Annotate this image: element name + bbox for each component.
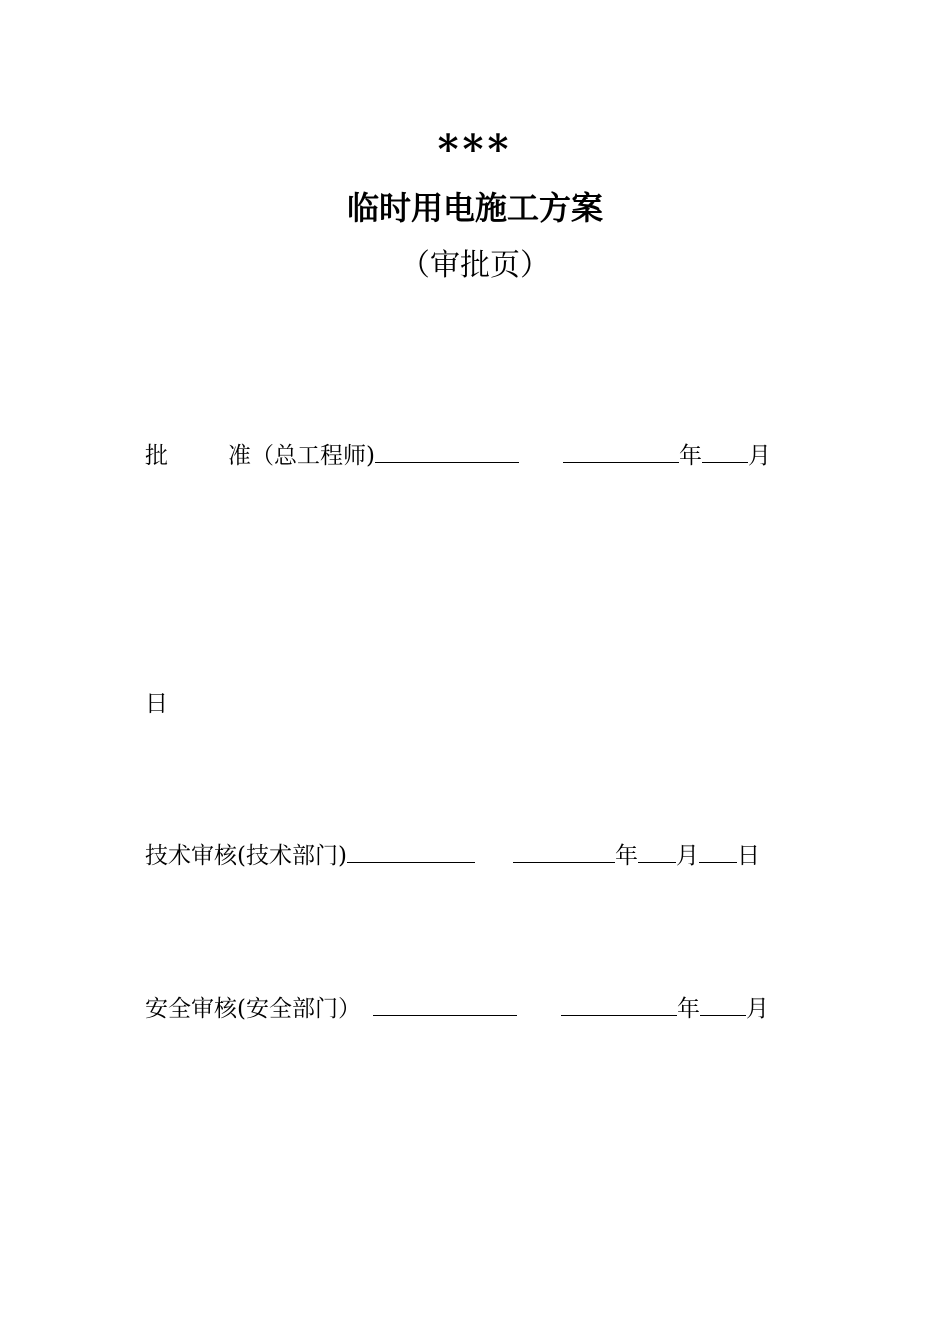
approval-day-line <box>145 688 168 720</box>
approval-label-char-1: 批 <box>145 443 168 469</box>
approval-label-char-2: 准 <box>228 443 251 469</box>
safety-review-year-label: 年 <box>676 996 700 1022</box>
approval-date-field[interactable] <box>563 440 679 463</box>
approval-role: （总工程师) <box>251 443 375 469</box>
safety-review-signature-field[interactable] <box>373 993 517 1016</box>
approval-year-label: 年 <box>678 443 702 469</box>
tech-review-label: 技术审核(技术部门) <box>145 843 347 869</box>
tech-review-day-label: 日 <box>736 843 760 869</box>
approval-day-label: 日 <box>145 691 168 717</box>
document-title: 临时用电施工方案 <box>346 189 603 227</box>
safety-review-line <box>145 993 769 1025</box>
project-name-placeholder: *** <box>437 126 513 173</box>
safety-review-month-field[interactable] <box>700 993 746 1016</box>
document-subtitle: （审批页） <box>400 248 550 283</box>
tech-review-signature-field[interactable] <box>347 840 475 863</box>
tech-review-month-label: 月 <box>675 843 699 869</box>
safety-review-month-label: 月 <box>745 996 769 1022</box>
tech-review-year-label: 年 <box>614 843 638 869</box>
safety-review-label: 安全审核(安全部门） <box>145 996 361 1022</box>
approval-line <box>145 440 771 472</box>
approval-month-field[interactable] <box>702 440 748 463</box>
tech-review-date-field[interactable] <box>513 840 615 863</box>
tech-review-line <box>145 840 760 872</box>
approval-month-label: 月 <box>747 443 771 469</box>
approval-signature-field[interactable] <box>375 440 519 463</box>
safety-review-date-field[interactable] <box>561 993 677 1016</box>
tech-review-day-field[interactable] <box>699 840 737 863</box>
tech-review-month-field[interactable] <box>638 840 676 863</box>
